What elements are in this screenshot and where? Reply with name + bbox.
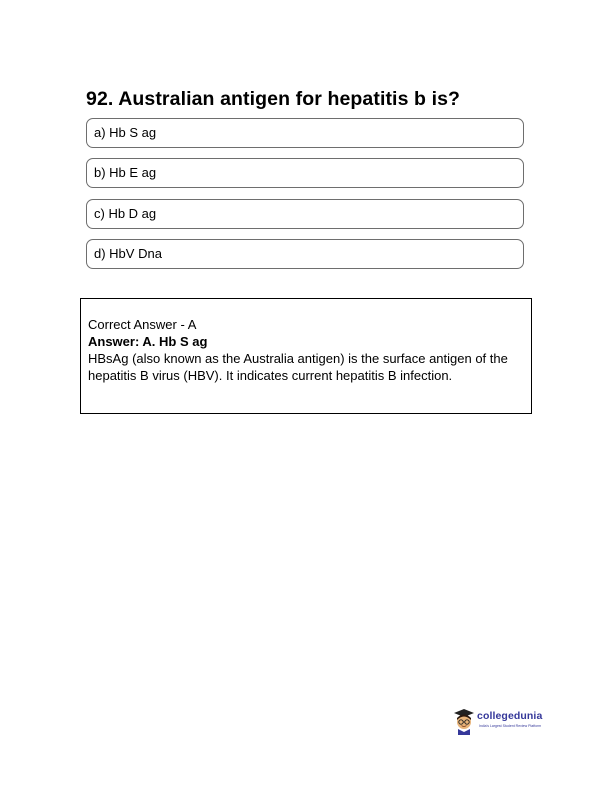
collegedunia-logo[interactable]: [453, 707, 563, 735]
correct-answer-line: Correct Answer - A: [88, 317, 197, 332]
answer-box: [80, 298, 532, 414]
graduate-mascot-icon: [453, 707, 475, 735]
logo-tagline: India's Largest Student Review Platform: [479, 724, 542, 728]
option-c[interactable]: c) Hb D ag: [86, 199, 524, 229]
option-a[interactable]: a) Hb S ag: [86, 118, 524, 148]
question-title: 92. Australian antigen for hepatitis b is?: [86, 88, 461, 110]
option-b[interactable]: b) Hb E ag: [86, 158, 524, 188]
answer-line: Answer: A. Hb S ag: [88, 334, 208, 349]
option-d[interactable]: d) HbV Dna: [86, 239, 524, 269]
answer-explanation: HBsAg (also known as the Australia antigen) is the surface antigen of the hepatitis B virus (HBV). It indicates current hepatitis B infection.: [88, 351, 508, 383]
logo-brand-text: collegedunia: [477, 710, 543, 722]
